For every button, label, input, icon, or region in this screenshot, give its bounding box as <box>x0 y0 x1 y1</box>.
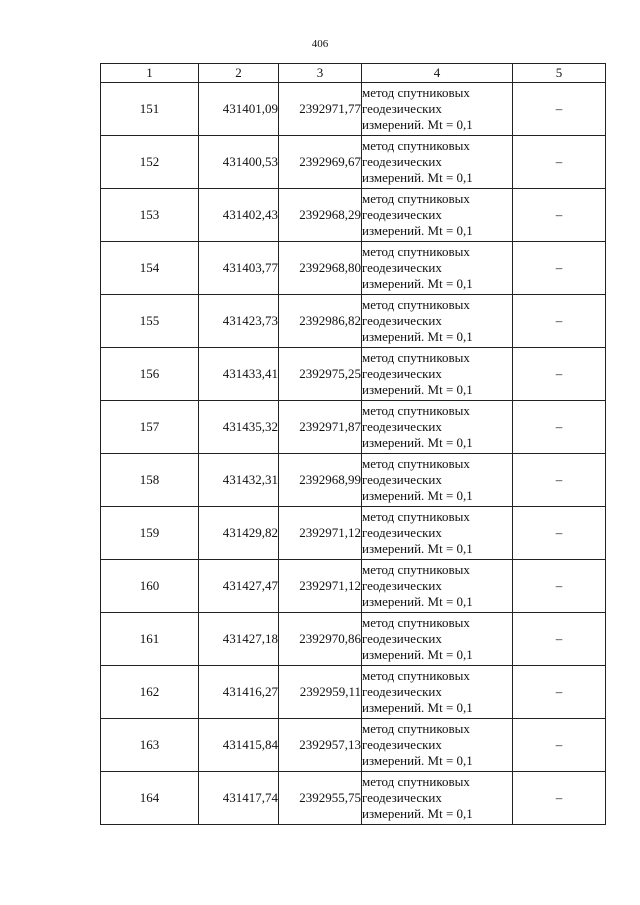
method-line: измерений. Mt = 0,1 <box>362 753 473 768</box>
method-cell <box>362 613 513 666</box>
y-coordinate-cell: 2392968,80 <box>279 242 362 295</box>
method-line: геодезических <box>362 260 442 275</box>
method-line: геодезических <box>362 790 442 805</box>
note-cell: – <box>513 560 606 613</box>
table-row <box>101 454 606 507</box>
x-coordinate-cell: 431429,82 <box>199 507 279 560</box>
x-coordinate-cell: 431403,77 <box>199 242 279 295</box>
method-cell <box>362 189 513 242</box>
table-row <box>101 719 606 772</box>
method-line: метод спутниковых <box>362 721 470 736</box>
table-row <box>101 83 606 136</box>
y-coordinate-cell: 2392971,12 <box>279 560 362 613</box>
table-row <box>101 772 606 825</box>
y-coordinate-cell: 2392971,12 <box>279 507 362 560</box>
method-line: измерений. Mt = 0,1 <box>362 329 473 344</box>
point-number-cell: 152 <box>101 136 199 189</box>
table-row <box>101 401 606 454</box>
method-cell <box>362 401 513 454</box>
method-line: измерений. Mt = 0,1 <box>362 117 473 132</box>
point-number-cell: 158 <box>101 454 199 507</box>
page-number: 406 <box>311 38 329 50</box>
method-line: метод спутниковых <box>362 138 470 153</box>
method-line: геодезических <box>362 684 442 699</box>
note-cell: – <box>513 83 606 136</box>
header-col-1: 1 <box>101 64 199 83</box>
point-number-cell: 163 <box>101 719 199 772</box>
method-line: метод спутниковых <box>362 403 470 418</box>
method-line: геодезических <box>362 472 442 487</box>
y-coordinate-cell: 2392975,25 <box>279 348 362 401</box>
method-line: измерений. Mt = 0,1 <box>362 488 473 503</box>
method-line: измерений. Mt = 0,1 <box>362 594 473 609</box>
method-line: геодезических <box>362 101 442 116</box>
method-line: метод спутниковых <box>362 456 470 471</box>
method-line: геодезических <box>362 154 442 169</box>
point-number-cell: 160 <box>101 560 199 613</box>
table-row <box>101 507 606 560</box>
method-line: метод спутниковых <box>362 85 470 100</box>
method-line: метод спутниковых <box>362 509 470 524</box>
table-row <box>101 295 606 348</box>
note-cell: – <box>513 507 606 560</box>
table-row <box>101 189 606 242</box>
method-cell <box>362 454 513 507</box>
method-line: измерений. Mt = 0,1 <box>362 647 473 662</box>
method-line: метод спутниковых <box>362 191 470 206</box>
x-coordinate-cell: 431433,41 <box>199 348 279 401</box>
table-row <box>101 666 606 719</box>
table-row <box>101 348 606 401</box>
y-coordinate-cell: 2392968,99 <box>279 454 362 507</box>
method-line: метод спутниковых <box>362 668 470 683</box>
note-cell: – <box>513 454 606 507</box>
method-line: измерений. Mt = 0,1 <box>362 382 473 397</box>
point-number-cell: 153 <box>101 189 199 242</box>
method-line: метод спутниковых <box>362 774 470 789</box>
note-cell: – <box>513 348 606 401</box>
note-cell: – <box>513 772 606 825</box>
method-cell <box>362 242 513 295</box>
coordinates-table <box>100 63 606 825</box>
header-row <box>101 64 606 83</box>
method-line: измерений. Mt = 0,1 <box>362 541 473 556</box>
y-coordinate-cell: 2392971,87 <box>279 401 362 454</box>
x-coordinate-cell: 431402,43 <box>199 189 279 242</box>
table-row <box>101 560 606 613</box>
method-line: измерений. Mt = 0,1 <box>362 276 473 291</box>
point-number-cell: 155 <box>101 295 199 348</box>
header-col-2: 2 <box>199 64 279 83</box>
method-line: геодезических <box>362 419 442 434</box>
y-coordinate-cell: 2392986,82 <box>279 295 362 348</box>
method-line: геодезических <box>362 631 442 646</box>
y-coordinate-cell: 2392959,11 <box>279 666 362 719</box>
method-cell <box>362 772 513 825</box>
x-coordinate-cell: 431427,18 <box>199 613 279 666</box>
point-number-cell: 164 <box>101 772 199 825</box>
y-coordinate-cell: 2392970,86 <box>279 613 362 666</box>
note-cell: – <box>513 136 606 189</box>
method-line: измерений. Mt = 0,1 <box>362 435 473 450</box>
method-line: геодезических <box>362 737 442 752</box>
method-cell <box>362 136 513 189</box>
table-row <box>101 613 606 666</box>
header-col-5: 5 <box>513 64 606 83</box>
y-coordinate-cell: 2392969,67 <box>279 136 362 189</box>
x-coordinate-cell: 431400,53 <box>199 136 279 189</box>
note-cell: – <box>513 189 606 242</box>
method-line: геодезических <box>362 207 442 222</box>
point-number-cell: 159 <box>101 507 199 560</box>
method-line: метод спутниковых <box>362 562 470 577</box>
method-line: измерений. Mt = 0,1 <box>362 170 473 185</box>
point-number-cell: 161 <box>101 613 199 666</box>
note-cell: – <box>513 242 606 295</box>
point-number-cell: 157 <box>101 401 199 454</box>
method-line: метод спутниковых <box>362 244 470 259</box>
x-coordinate-cell: 431416,27 <box>199 666 279 719</box>
table-row <box>101 242 606 295</box>
method-cell <box>362 507 513 560</box>
point-number-cell: 154 <box>101 242 199 295</box>
note-cell: – <box>513 666 606 719</box>
x-coordinate-cell: 431401,09 <box>199 83 279 136</box>
point-number-cell: 156 <box>101 348 199 401</box>
method-line: геодезических <box>362 313 442 328</box>
method-cell <box>362 666 513 719</box>
y-coordinate-cell: 2392957,13 <box>279 719 362 772</box>
method-line: измерений. Mt = 0,1 <box>362 700 473 715</box>
method-line: геодезических <box>362 525 442 540</box>
method-cell <box>362 719 513 772</box>
method-cell <box>362 295 513 348</box>
method-cell <box>362 560 513 613</box>
header-col-3: 3 <box>279 64 362 83</box>
method-line: метод спутниковых <box>362 350 470 365</box>
method-line: измерений. Mt = 0,1 <box>362 806 473 821</box>
method-cell <box>362 348 513 401</box>
method-line: метод спутниковых <box>362 615 470 630</box>
note-cell: – <box>513 719 606 772</box>
note-cell: – <box>513 295 606 348</box>
header-col-4: 4 <box>362 64 513 83</box>
method-line: геодезических <box>362 578 442 593</box>
x-coordinate-cell: 431427,47 <box>199 560 279 613</box>
method-line: измерений. Mt = 0,1 <box>362 223 473 238</box>
note-cell: – <box>513 613 606 666</box>
x-coordinate-cell: 431435,32 <box>199 401 279 454</box>
x-coordinate-cell: 431415,84 <box>199 719 279 772</box>
y-coordinate-cell: 2392968,29 <box>279 189 362 242</box>
table-row <box>101 136 606 189</box>
y-coordinate-cell: 2392955,75 <box>279 772 362 825</box>
method-line: геодезических <box>362 366 442 381</box>
note-cell: – <box>513 401 606 454</box>
method-line: метод спутниковых <box>362 297 470 312</box>
y-coordinate-cell: 2392971,77 <box>279 83 362 136</box>
point-number-cell: 151 <box>101 83 199 136</box>
x-coordinate-cell: 431432,31 <box>199 454 279 507</box>
point-number-cell: 162 <box>101 666 199 719</box>
x-coordinate-cell: 431423,73 <box>199 295 279 348</box>
x-coordinate-cell: 431417,74 <box>199 772 279 825</box>
method-cell <box>362 83 513 136</box>
